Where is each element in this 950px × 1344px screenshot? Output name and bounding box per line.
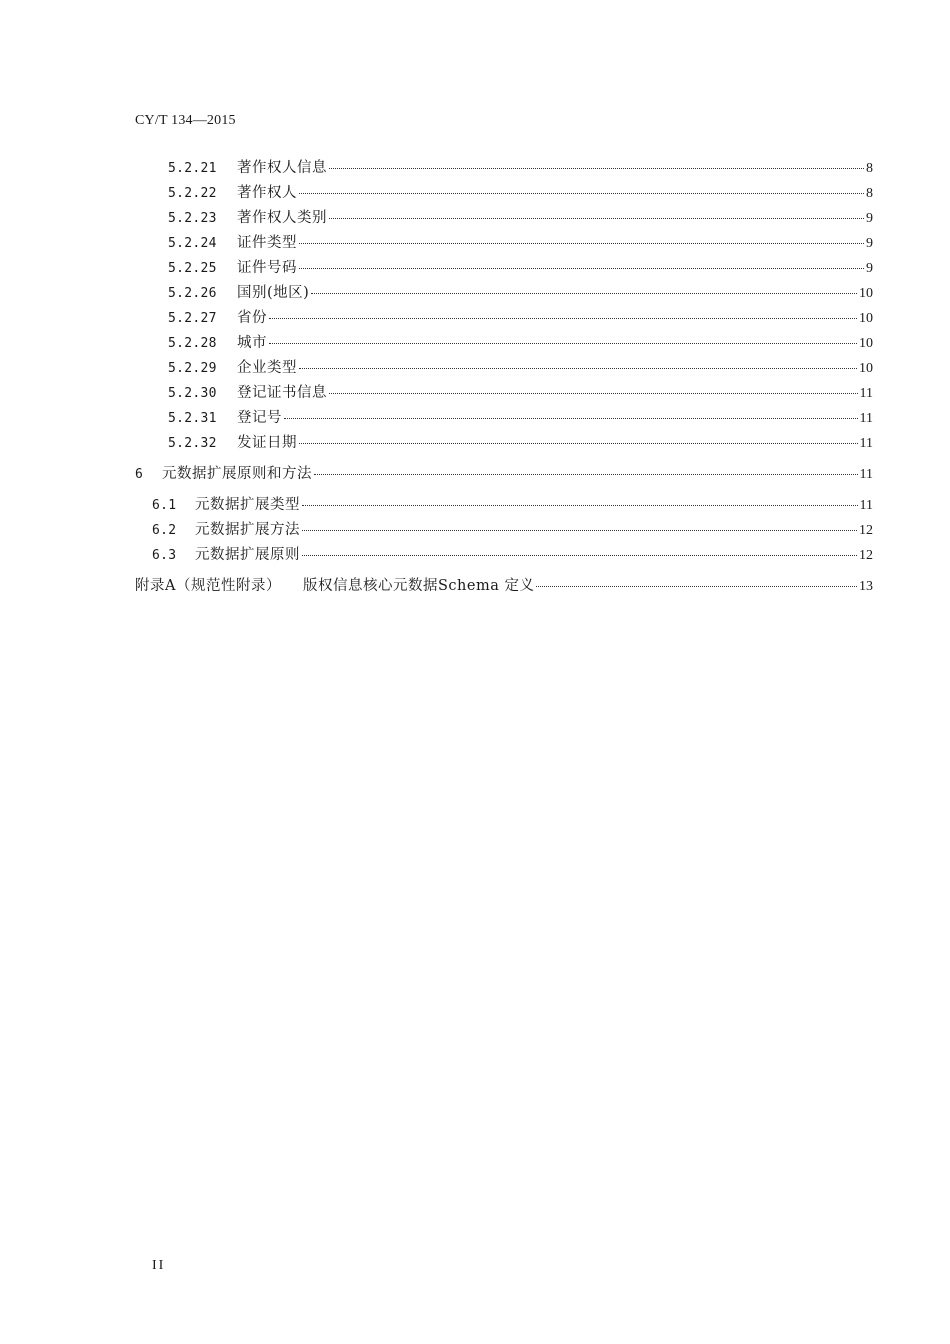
toc-entry-number: 6.1: [152, 498, 177, 513]
toc-leader-dots: [299, 242, 864, 244]
toc-leader-dots: [284, 417, 858, 419]
toc-entry[interactable]: [168, 306, 873, 328]
toc-entry[interactable]: [168, 281, 873, 303]
toc-entry-title: 登记证书信息: [237, 385, 327, 401]
toc-entry-number: 5.2.28: [168, 336, 217, 351]
toc-entry-page: 8: [866, 186, 873, 201]
toc-entry-title: 版权信息核心元数据Schema 定义: [302, 578, 535, 594]
toc-leader-dots: [536, 585, 857, 587]
toc-leader-dots: [269, 317, 857, 319]
toc-entry-page: 10: [859, 361, 873, 376]
toc-entry-page: 11: [859, 386, 873, 401]
toc-entry-number: 5.2.23: [168, 211, 217, 226]
toc-entry-title: 国别(地区): [237, 285, 310, 301]
toc-entry[interactable]: [152, 518, 873, 540]
toc-entry-title: 元数据扩展类型: [195, 497, 300, 513]
toc-entry-number: 5.2.24: [168, 236, 217, 251]
toc-entry-title: 省份: [237, 310, 267, 326]
page-number-footer: II: [152, 1258, 166, 1273]
toc-entry-title: 登记号: [237, 410, 282, 426]
toc-entry-page: 10: [859, 311, 873, 326]
toc-entry-number: 5.2.27: [168, 311, 217, 326]
toc-leader-dots: [269, 342, 857, 344]
toc-entry-number: 5.2.32: [168, 436, 217, 451]
toc-entry-number: 5.2.21: [168, 161, 217, 176]
toc-leader-dots: [329, 217, 864, 219]
toc-leader-dots: [302, 504, 858, 506]
toc-leader-dots: [302, 529, 857, 531]
toc-entry[interactable]: [135, 574, 873, 596]
toc-entry-page: 10: [859, 336, 873, 351]
toc-leader-dots: [299, 367, 857, 369]
toc-entry-page: 11: [859, 467, 873, 482]
toc-entry[interactable]: [168, 406, 873, 428]
toc-entry-page: 11: [859, 436, 873, 451]
toc-appendix-label: 附录A（规范性附录）: [135, 578, 281, 594]
toc-entry-number: 6: [135, 467, 144, 482]
toc-entry-page: 9: [866, 236, 873, 251]
toc-leader-dots: [329, 167, 864, 169]
toc-entry-page: 12: [859, 523, 873, 538]
toc-entry-title: 著作权人: [237, 185, 297, 201]
toc-entry[interactable]: [152, 543, 873, 565]
document-code-header: CY/T 134—2015: [135, 113, 236, 128]
toc-entry-title: 著作权人信息: [237, 160, 327, 176]
toc-entry-page: 11: [859, 498, 873, 513]
toc-entry-page: 10: [859, 286, 873, 301]
toc-entry-number: 6.3: [152, 548, 177, 563]
toc-entry[interactable]: [168, 181, 873, 203]
toc-entry[interactable]: [135, 462, 873, 484]
toc-entry-page: 8: [866, 161, 873, 176]
toc-entry-title: 证件号码: [237, 260, 297, 276]
toc-entry-page: 13: [859, 579, 873, 594]
toc-entry[interactable]: [168, 331, 873, 353]
toc-leader-dots: [299, 442, 858, 444]
toc-entry[interactable]: [168, 381, 873, 403]
toc-entry[interactable]: [168, 256, 873, 278]
toc-entry[interactable]: [168, 206, 873, 228]
toc-leader-dots: [302, 554, 857, 556]
toc-entry-page: 11: [859, 411, 873, 426]
toc-leader-dots: [314, 473, 858, 475]
toc-entry-page: 12: [859, 548, 873, 563]
toc-entry-title: 元数据扩展方法: [195, 522, 300, 538]
toc-entry-number: 5.2.25: [168, 261, 217, 276]
toc-entry-number: 5.2.30: [168, 386, 217, 401]
toc-entry-page: 9: [866, 261, 873, 276]
toc-entry-title: 城市: [237, 335, 267, 351]
toc-entry-title: 著作权人类别: [237, 210, 327, 226]
toc-entry-title: 发证日期: [237, 435, 297, 451]
toc-entry[interactable]: [168, 231, 873, 253]
toc-entry[interactable]: [168, 431, 873, 453]
toc-entry-number: 5.2.22: [168, 186, 217, 201]
toc-entry-title: 证件类型: [237, 235, 297, 251]
toc-entry-number: 5.2.26: [168, 286, 217, 301]
toc-entry[interactable]: [152, 493, 873, 515]
toc-entry-title: 元数据扩展原则和方法: [162, 466, 312, 482]
toc-entry-number: 6.2: [152, 523, 177, 538]
toc-entry-title: 企业类型: [237, 360, 297, 376]
toc-leader-dots: [299, 192, 864, 194]
toc-entry-number: 5.2.31: [168, 411, 217, 426]
toc-leader-dots: [329, 392, 858, 394]
toc-leader-dots: [299, 267, 864, 269]
toc-entry[interactable]: [168, 156, 873, 178]
toc-entry-title: 元数据扩展原则: [195, 547, 300, 563]
toc-entry-number: 5.2.29: [168, 361, 217, 376]
toc-entry-page: 9: [866, 211, 873, 226]
toc-entry[interactable]: [168, 356, 873, 378]
toc-leader-dots: [311, 292, 857, 294]
